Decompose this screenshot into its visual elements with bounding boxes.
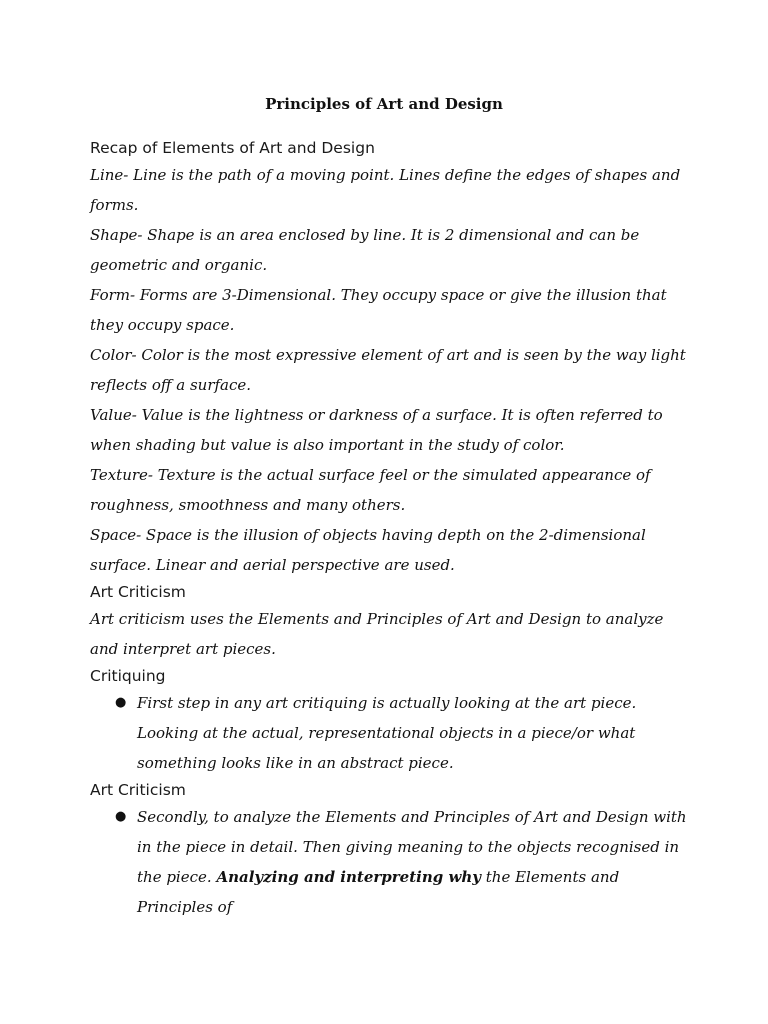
critiquing-list bbox=[90, 688, 690, 778]
second-bullet-text: Secondly, to analyze the Elements and Principles of Art and Design with in the piece in detail. Then giving meaning to the objects recognised in the piece. bbox=[137, 808, 687, 886]
second-bullet-tail: the Elements and Principles of bbox=[137, 868, 620, 916]
critiquing-bullet-text: First step in any art critiquing is actually looking at the art piece. Looking at the actual, representational objects in a piece/or what something looks like in an abstract piece. bbox=[137, 694, 637, 772]
element-form: Form- Forms are 3-Dimensional. They occupy space or give the illusion that they occupy space. bbox=[90, 286, 667, 334]
element-texture: Texture- Texture is the actual surface feel or the simulated appearance of roughness, smoothness and many others. bbox=[90, 466, 651, 514]
bullet-icon: ● bbox=[115, 695, 127, 710]
element-color: Color- Color is the most expressive element of art and is seen by the way light reflects off a surface. bbox=[90, 346, 686, 394]
element-value: Value- Value is the lightness or darkness of a surface. It is often referred to when shading but value is also important in the study of color. bbox=[90, 406, 663, 454]
art-criticism-list bbox=[90, 802, 690, 922]
bullet-icon: ● bbox=[115, 809, 127, 824]
critiquing-heading: Critiquing bbox=[90, 667, 166, 685]
art-criticism-heading-2: Art Criticism bbox=[90, 781, 186, 799]
art-criticism-text: Art criticism uses the Elements and Principles of Art and Design to analyze and interpret art pieces. bbox=[90, 610, 664, 658]
element-space: Space- Space is the illusion of objects having depth on the 2-dimensional surface. Linear and aerial perspective are used. bbox=[90, 526, 646, 574]
list-item bbox=[90, 802, 690, 922]
element-line: Line- Line is the path of a moving point. Lines define the edges of shapes and forms. bbox=[90, 166, 681, 214]
page-title: Principles of Art and Design bbox=[265, 95, 503, 113]
emphasized-text: Analyzing and interpreting why bbox=[216, 868, 481, 886]
recap-heading: Recap of Elements of Art and Design bbox=[90, 139, 375, 157]
list-item bbox=[90, 688, 690, 778]
art-criticism-heading: Art Criticism bbox=[90, 583, 186, 601]
document-body bbox=[90, 136, 690, 922]
element-shape: Shape- Shape is an area enclosed by line. It is 2 dimensional and can be geometric and organic. bbox=[90, 226, 640, 274]
